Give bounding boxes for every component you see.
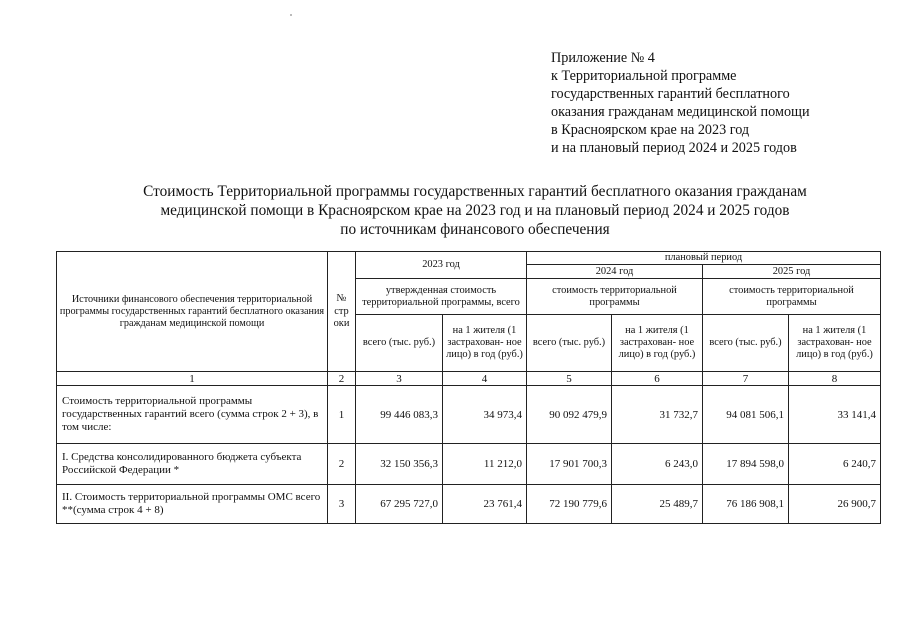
document-title bbox=[80, 182, 870, 239]
header-per-capita-2023: на 1 жителя (1 застрахован- ное лицо) в год (руб.) bbox=[443, 315, 527, 372]
column-number: 4 bbox=[443, 372, 527, 386]
column-number: 5 bbox=[527, 372, 612, 386]
header-year-2025: 2025 год bbox=[703, 265, 881, 279]
header-year-2024: 2024 год bbox=[527, 265, 703, 279]
cell-per-capita-2025: 26 900,7 bbox=[789, 485, 881, 524]
annex-line: государственных гарантий бесплатного bbox=[551, 86, 790, 102]
cell-total-2024: 90 092 479,9 bbox=[527, 386, 612, 444]
cell-per-capita-2025: 33 141,4 bbox=[789, 386, 881, 444]
title-line: Стоимость Территориальной программы государственных гарантий бесплатного оказания гражданам bbox=[143, 183, 807, 200]
cell-total-2023: 67 295 727,0 bbox=[356, 485, 443, 524]
scan-artifact bbox=[290, 14, 292, 16]
cell-per-capita-2025: 6 240,7 bbox=[789, 444, 881, 485]
cell-per-capita-2023: 34 973,4 bbox=[443, 386, 527, 444]
table-row bbox=[57, 485, 881, 524]
column-number-row bbox=[57, 372, 881, 386]
cell-total-2025: 94 081 506,1 bbox=[703, 386, 789, 444]
annex-line: Приложение № 4 bbox=[551, 50, 655, 66]
header-total-2023: всего (тыс. руб.) bbox=[356, 315, 443, 372]
header-per-capita-2024: на 1 жителя (1 застрахован- ное лицо) в год (руб.) bbox=[612, 315, 703, 372]
column-number: 6 bbox=[612, 372, 703, 386]
row-number: 1 bbox=[328, 386, 356, 444]
row-source: Стоимость территориальной программы государственных гарантий всего (сумма строк 2 + 3), в том числе: bbox=[57, 386, 328, 444]
financing-table bbox=[56, 251, 881, 524]
annex-line: оказания гражданам медицинской помощи bbox=[551, 104, 810, 120]
column-number: 8 bbox=[789, 372, 881, 386]
cell-total-2024: 72 190 779,6 bbox=[527, 485, 612, 524]
header-per-capita-2025: на 1 жителя (1 застрахован- ное лицо) в год (руб.) bbox=[789, 315, 881, 372]
cell-total-2023: 99 446 083,3 bbox=[356, 386, 443, 444]
table-row bbox=[57, 386, 881, 444]
header-approved-cost: утвержденная стоимость территориальной программы, всего bbox=[356, 279, 527, 315]
annex-line: к Территориальной программе bbox=[551, 68, 737, 84]
cell-total-2025: 17 894 598,0 bbox=[703, 444, 789, 485]
cell-per-capita-2023: 11 212,0 bbox=[443, 444, 527, 485]
title-line: медицинской помощи в Красноярском крае на 2023 год и на плановый период 2024 и 2025 годов bbox=[160, 202, 790, 219]
column-number: 1 bbox=[57, 372, 328, 386]
cell-per-capita-2024: 31 732,7 bbox=[612, 386, 703, 444]
cell-per-capita-2023: 23 761,4 bbox=[443, 485, 527, 524]
header-source: Источники финансового обеспечения территориальной программы государственных гарантий бесплатного оказания гражданам медицинской помощи bbox=[57, 252, 328, 372]
cell-per-capita-2024: 6 243,0 bbox=[612, 444, 703, 485]
column-number: 7 bbox=[703, 372, 789, 386]
row-source: I. Средства консолидированного бюджета субъекта Российской Федерации * bbox=[57, 444, 328, 485]
column-number: 2 bbox=[328, 372, 356, 386]
annex-line: в Красноярском крае на 2023 год bbox=[551, 122, 750, 138]
title-line: по источникам финансового обеспечения bbox=[340, 221, 610, 238]
cell-total-2023: 32 150 356,3 bbox=[356, 444, 443, 485]
header-cost-2025: стоимость территориальной программы bbox=[703, 279, 881, 315]
header-planned-period: плановый период bbox=[527, 252, 881, 265]
cell-total-2024: 17 901 700,3 bbox=[527, 444, 612, 485]
cell-total-2025: 76 186 908,1 bbox=[703, 485, 789, 524]
header-year-2023: 2023 год bbox=[356, 252, 527, 279]
header-cost-2024: стоимость территориальной программы bbox=[527, 279, 703, 315]
annex-line: и на плановый период 2024 и 2025 годов bbox=[551, 140, 797, 156]
header-total-2025: всего (тыс. руб.) bbox=[703, 315, 789, 372]
row-source: II. Стоимость территориальной программы ОМС всего **(сумма строк 4 + 8) bbox=[57, 485, 328, 524]
annex-block bbox=[551, 49, 810, 157]
column-number: 3 bbox=[356, 372, 443, 386]
table-row bbox=[57, 444, 881, 485]
row-number: 2 bbox=[328, 444, 356, 485]
row-number: 3 bbox=[328, 485, 356, 524]
header-total-2024: всего (тыс. руб.) bbox=[527, 315, 612, 372]
header-row-number: № стр оки bbox=[328, 252, 356, 372]
cell-per-capita-2024: 25 489,7 bbox=[612, 485, 703, 524]
